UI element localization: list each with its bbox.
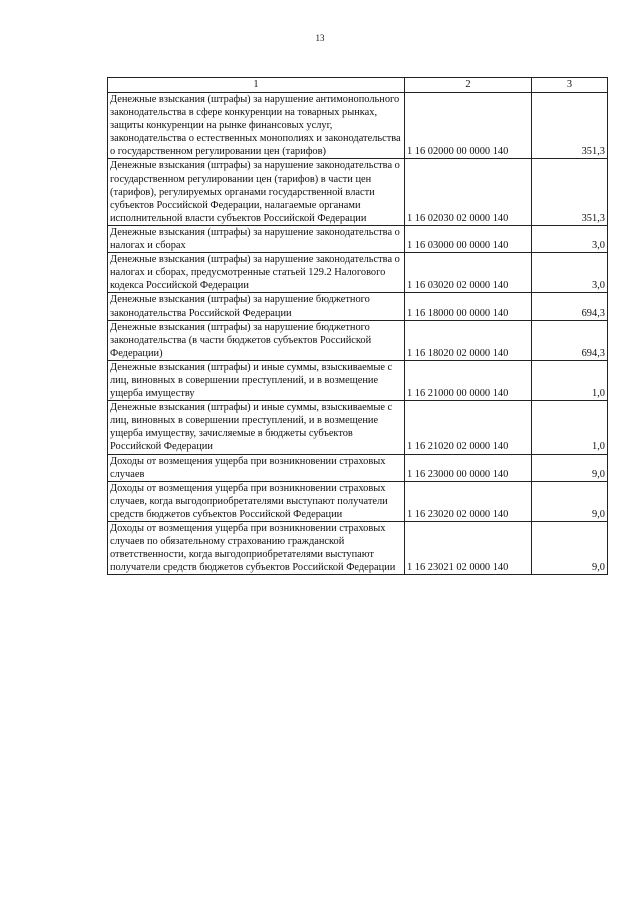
table-row	[108, 225, 608, 252]
table-row	[108, 481, 608, 521]
table-row	[108, 454, 608, 481]
table-row	[108, 93, 608, 159]
table-header-row	[108, 78, 608, 93]
row-description: Денежные взыскания (штрафы) за нарушение бюджетного законодательства Российской Федерации	[108, 293, 405, 320]
revenue-table	[107, 77, 608, 575]
row-amount: 351,3	[532, 93, 608, 159]
row-amount: 3,0	[532, 253, 608, 293]
row-code: 1 16 03000 00 0000 140	[405, 225, 532, 252]
table-row	[108, 320, 608, 360]
table-row	[108, 293, 608, 320]
column-header-amount: 3	[532, 78, 608, 93]
table-row	[108, 159, 608, 225]
row-amount: 1,0	[532, 401, 608, 454]
row-description: Денежные взыскания (штрафы) за нарушение законодательства о государственном регулировании цен (тарифов) в части цен (тарифов), регулируемых органами государственной власти субъектов Российской Федерации, налагаемые органами исполнительной власти субъектов Российской Федерации	[108, 159, 405, 225]
row-code: 1 16 21020 02 0000 140	[405, 401, 532, 454]
row-amount: 351,3	[532, 159, 608, 225]
row-description: Денежные взыскания (штрафы) за нарушение законодательства о налогах и сборах	[108, 225, 405, 252]
table-row	[108, 401, 608, 454]
row-amount: 9,0	[532, 454, 608, 481]
row-amount: 694,3	[532, 320, 608, 360]
row-code: 1 16 23021 02 0000 140	[405, 522, 532, 575]
row-description: Денежные взыскания (штрафы) и иные суммы, взыскиваемые с лиц, виновных в совершении преступлений, и в возмещение ущерба имуществу	[108, 360, 405, 400]
row-description: Денежные взыскания (штрафы) и иные суммы, взыскиваемые с лиц, виновных в совершении преступлений, и в возмещение ущерба имуществу, зачисляемые в бюджеты субъектов Российской Федерации	[108, 401, 405, 454]
row-code: 1 16 02000 00 0000 140	[405, 93, 532, 159]
page-number: 13	[315, 33, 325, 43]
column-header-code: 2	[405, 78, 532, 93]
row-amount: 3,0	[532, 225, 608, 252]
row-description: Доходы от возмещения ущерба при возникновении страховых случаев по обязательному страхованию гражданской ответственности, когда выгодоприобретателями выступают получатели средств бюджетов субъектов Российской Федерации	[108, 522, 405, 575]
row-code: 1 16 02030 02 0000 140	[405, 159, 532, 225]
row-description: Денежные взыскания (штрафы) за нарушение бюджетного законодательства (в части бюджетов субъектов Российской Федерации)	[108, 320, 405, 360]
row-code: 1 16 18000 00 0000 140	[405, 293, 532, 320]
table-row	[108, 253, 608, 293]
table-row	[108, 360, 608, 400]
row-code: 1 16 21000 00 0000 140	[405, 360, 532, 400]
column-header-description: 1	[108, 78, 405, 93]
row-code: 1 16 18020 02 0000 140	[405, 320, 532, 360]
row-code: 1 16 03020 02 0000 140	[405, 253, 532, 293]
row-amount: 694,3	[532, 293, 608, 320]
table-row	[108, 522, 608, 575]
row-description: Денежные взыскания (штрафы) за нарушение антимонопольного законодательства в сфере конкуренции на товарных рынках, защиты конкуренции на рынке финансовых услуг, законодательства о естественных монополиях и законодательства о государственном регулировании цен (тарифов)	[108, 93, 405, 159]
row-amount: 9,0	[532, 522, 608, 575]
row-description: Доходы от возмещения ущерба при возникновении страховых случаев, когда выгодоприобретателями выступают получатели средств бюджетов субъектов Российской Федерации	[108, 481, 405, 521]
row-amount: 9,0	[532, 481, 608, 521]
row-amount: 1,0	[532, 360, 608, 400]
row-code: 1 16 23020 02 0000 140	[405, 481, 532, 521]
row-description: Денежные взыскания (штрафы) за нарушение законодательства о налогах и сборах, предусмотренные статьей 129.2 Налогового кодекса Российской Федерации	[108, 253, 405, 293]
row-description: Доходы от возмещения ущерба при возникновении страховых случаев	[108, 454, 405, 481]
row-code: 1 16 23000 00 0000 140	[405, 454, 532, 481]
